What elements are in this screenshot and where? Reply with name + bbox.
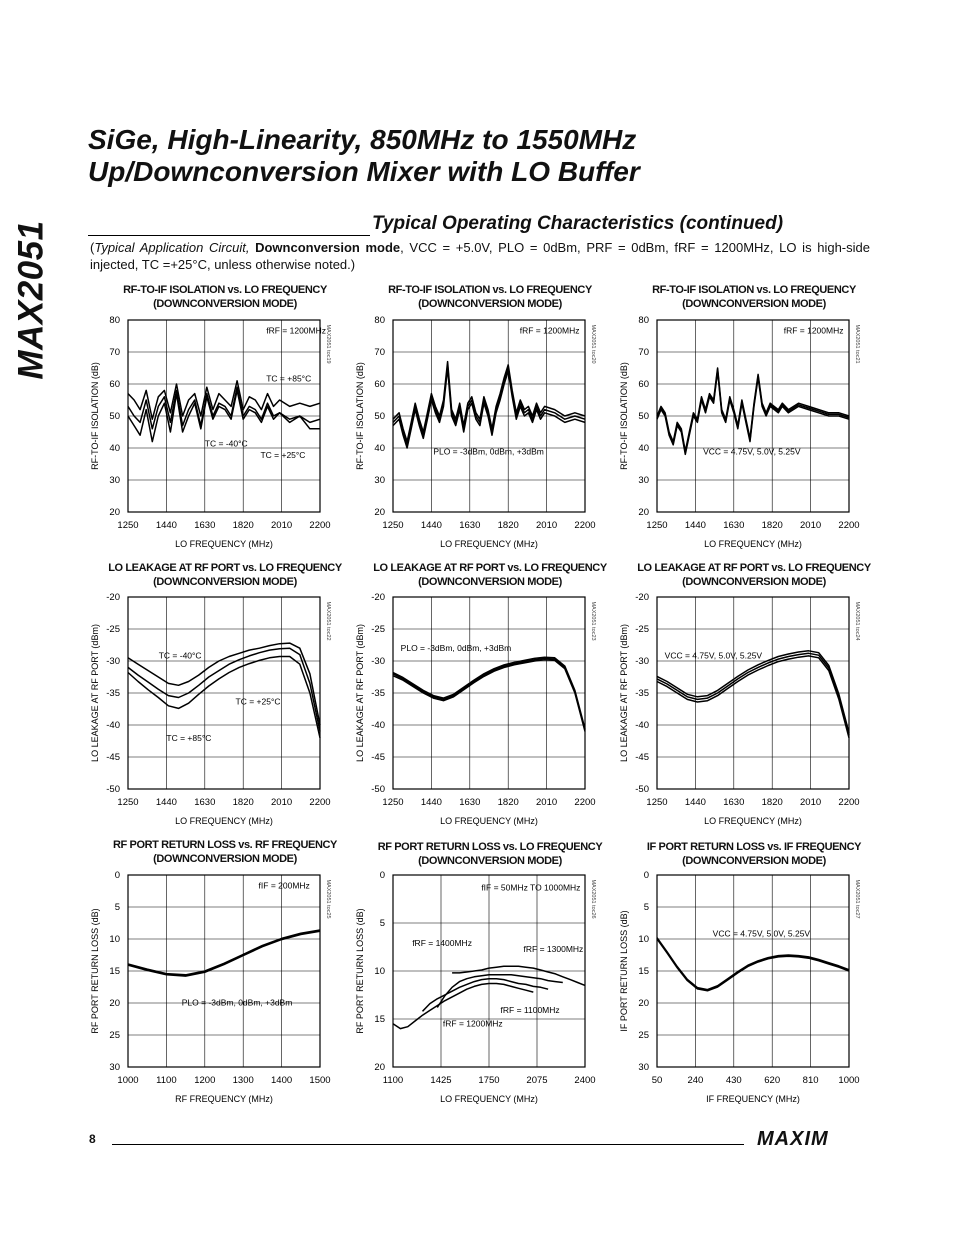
chart-6 bbox=[619, 589, 869, 829]
x-tick-label: 1250 bbox=[117, 797, 139, 808]
annotation-label: TC = +85°C bbox=[166, 733, 212, 743]
x-tick-label: 1820 bbox=[761, 797, 783, 808]
x-tick-label: 2010 bbox=[800, 520, 822, 531]
chart-8 bbox=[355, 867, 605, 1107]
y-tick-label: -40 bbox=[635, 720, 649, 731]
figure-code: MAX2051 toc24 bbox=[854, 601, 860, 641]
y-tick-label: 40 bbox=[374, 443, 385, 454]
y-tick-label: 20 bbox=[109, 507, 120, 518]
y-tick-label: -50 bbox=[635, 784, 649, 795]
annotation-label: fIF = 50MHz TO 1000MHz bbox=[481, 882, 581, 893]
y-tick-label: 50 bbox=[638, 411, 649, 422]
y-axis-label: LO LEAKAGE AT RF PORT (dBm) bbox=[90, 624, 100, 762]
figure-code: MAX2051 toc19 bbox=[325, 324, 331, 364]
figure-code: MAX2051 toc21 bbox=[854, 324, 860, 364]
y-tick-label: 20 bbox=[374, 1062, 385, 1073]
x-axis-label: LO FREQUENCY (MHz) bbox=[440, 816, 538, 826]
x-tick-label: 1820 bbox=[497, 520, 519, 531]
series-line bbox=[128, 648, 320, 731]
y-tick-label: 40 bbox=[638, 443, 649, 454]
x-tick-label: 1750 bbox=[478, 1075, 500, 1086]
y-tick-label: -25 bbox=[635, 624, 649, 635]
annotation-label: fRF = 1400MHz bbox=[412, 938, 472, 949]
y-tick-label: -35 bbox=[371, 688, 385, 699]
x-tick-label: 1100 bbox=[382, 1075, 404, 1086]
chart-1-title: RF-TO-IF ISOLATION vs. LO FREQUENCY (DOWNCONVERSION MODE) bbox=[123, 284, 327, 310]
x-axis-label: LO FREQUENCY (MHz) bbox=[704, 816, 802, 826]
chart-2-title: RF-TO-IF ISOLATION vs. LO FREQUENCY (DOWNCONVERSION MODE) bbox=[388, 284, 592, 310]
y-tick-label: 70 bbox=[109, 347, 120, 358]
conditions-text: (Typical Application Circuit, Downconversion mode, VCC = +5.0V, PLO = 0dBm, PRF = 0dBm, fRF = 1200MHz, LO is high-side injected, TC =+25°C, unless otherwise noted.) bbox=[90, 240, 870, 272]
chart-3-title: RF-TO-IF ISOLATION vs. LO FREQUENCY (DOWNCONVERSION MODE) bbox=[652, 284, 856, 310]
series-line bbox=[393, 362, 585, 442]
y-tick-label: 15 bbox=[109, 966, 120, 977]
x-tick-label: 1250 bbox=[646, 520, 668, 531]
y-tick-label: 20 bbox=[638, 998, 649, 1009]
x-tick-label: 2200 bbox=[838, 520, 860, 531]
y-tick-label: 0 bbox=[114, 870, 120, 881]
y-tick-label: 40 bbox=[109, 443, 120, 454]
x-tick-label: 1250 bbox=[646, 797, 668, 808]
y-tick-label: 20 bbox=[109, 998, 120, 1009]
series-line bbox=[128, 657, 320, 738]
y-tick-label: -45 bbox=[635, 752, 649, 763]
y-tick-label: 0 bbox=[643, 870, 649, 881]
x-axis-label: LO FREQUENCY (MHz) bbox=[704, 539, 802, 549]
y-tick-label: 25 bbox=[638, 1030, 649, 1041]
y-tick-label: 30 bbox=[109, 475, 120, 486]
y-tick-label: 10 bbox=[638, 934, 649, 945]
title-line-1: SiGe, High-Linearity, 850MHz to 1550MHz bbox=[88, 124, 637, 155]
x-tick-label: 1630 bbox=[459, 797, 481, 808]
annotation-label: fRF = 1200MHz bbox=[442, 1018, 503, 1029]
figure-code: MAX2051 toc22 bbox=[325, 601, 331, 641]
x-tick-label: 2010 bbox=[800, 797, 822, 808]
series-line bbox=[657, 653, 849, 735]
y-tick-label: -40 bbox=[371, 720, 385, 731]
x-tick-label: 2010 bbox=[271, 520, 293, 531]
x-tick-label: 1425 bbox=[430, 1075, 452, 1086]
y-tick-label: 10 bbox=[109, 934, 120, 945]
chart-9 bbox=[619, 867, 869, 1107]
y-tick-label: 80 bbox=[374, 315, 385, 326]
chart-2 bbox=[355, 312, 605, 547]
figure-code: MAX2051 toc26 bbox=[590, 879, 596, 919]
y-tick-label: 70 bbox=[638, 347, 649, 358]
figure-code: MAX2051 toc23 bbox=[590, 601, 596, 641]
y-axis-label: RF PORT RETURN LOSS (dB) bbox=[355, 908, 365, 1034]
annotation-label: fRF = 1200MHz bbox=[266, 325, 327, 336]
annotation-label: PLO = -3dBm, 0dBm, +3dBm bbox=[433, 446, 544, 457]
y-tick-label: 50 bbox=[374, 411, 385, 422]
y-tick-label: 15 bbox=[374, 1014, 385, 1025]
x-tick-label: 430 bbox=[725, 1075, 742, 1086]
x-tick-label: 2010 bbox=[271, 797, 293, 808]
x-axis-label: LO FREQUENCY (MHz) bbox=[440, 1094, 538, 1104]
chart-5 bbox=[355, 589, 605, 829]
x-axis-label: LO FREQUENCY (MHz) bbox=[175, 816, 273, 826]
y-tick-label: -50 bbox=[106, 784, 120, 795]
x-tick-label: 2010 bbox=[536, 797, 558, 808]
x-tick-label: 1100 bbox=[156, 1075, 177, 1086]
x-tick-label: 1250 bbox=[117, 520, 139, 531]
chart-5-title: LO LEAKAGE AT RF PORT vs. LO FREQUENCY (DOWNCONVERSION MODE) bbox=[373, 562, 607, 588]
x-tick-label: 2075 bbox=[526, 1075, 548, 1086]
maxim-logo: MAXIM bbox=[757, 1128, 829, 1150]
figure-code: MAX2051 toc25 bbox=[325, 879, 331, 919]
series-line bbox=[657, 368, 849, 451]
x-axis-label: LO FREQUENCY (MHz) bbox=[175, 539, 273, 549]
series-line bbox=[128, 931, 320, 976]
x-tick-label: 620 bbox=[764, 1075, 781, 1086]
y-axis-label: RF-TO-IF ISOLATION (dB) bbox=[355, 362, 365, 470]
series-line bbox=[657, 651, 849, 733]
x-axis-label: RF FREQUENCY (MHz) bbox=[175, 1094, 273, 1104]
y-tick-label: -35 bbox=[635, 688, 649, 699]
part-number-side-title: MAX2051 bbox=[11, 220, 51, 380]
x-tick-label: 1000 bbox=[117, 1075, 139, 1086]
x-tick-label: 1630 bbox=[723, 797, 745, 808]
y-tick-label: 15 bbox=[638, 966, 649, 977]
y-axis-label: IF PORT RETURN LOSS (dB) bbox=[619, 910, 629, 1032]
y-tick-label: -35 bbox=[106, 688, 120, 699]
annotation-label: TC = +25°C bbox=[235, 696, 281, 707]
y-tick-label: -25 bbox=[106, 624, 120, 635]
annotation-label: fRF = 1100MHz bbox=[500, 1005, 560, 1016]
y-tick-label: -30 bbox=[371, 656, 385, 667]
x-tick-label: 1820 bbox=[497, 797, 519, 808]
y-tick-label: -20 bbox=[635, 592, 649, 603]
x-tick-label: 1630 bbox=[459, 520, 481, 531]
y-tick-label: 60 bbox=[638, 379, 649, 390]
x-tick-label: 2200 bbox=[574, 797, 596, 808]
y-tick-label: 25 bbox=[109, 1030, 120, 1041]
x-tick-label: 1440 bbox=[420, 520, 442, 531]
series-line bbox=[393, 658, 585, 730]
x-tick-label: 2400 bbox=[574, 1075, 596, 1086]
x-tick-label: 1440 bbox=[155, 797, 177, 808]
y-tick-label: 30 bbox=[374, 475, 385, 486]
section-rule bbox=[88, 235, 370, 236]
y-tick-label: 60 bbox=[374, 379, 385, 390]
x-axis-label: IF FREQUENCY (MHz) bbox=[706, 1094, 800, 1104]
y-tick-label: 10 bbox=[374, 966, 385, 977]
y-tick-label: -30 bbox=[635, 656, 649, 667]
x-tick-label: 2010 bbox=[536, 520, 558, 531]
title-line-2: Up/Downconversion Mixer with LO Buffer bbox=[88, 156, 640, 187]
y-tick-label: -25 bbox=[371, 624, 385, 635]
annotation-label: TC = -40°C bbox=[158, 650, 202, 661]
x-tick-label: 240 bbox=[687, 1075, 704, 1086]
y-tick-label: 30 bbox=[109, 1062, 120, 1073]
x-tick-label: 2200 bbox=[574, 520, 596, 531]
x-tick-label: 1820 bbox=[232, 520, 254, 531]
y-axis-label: LO LEAKAGE AT RF PORT (dBm) bbox=[619, 624, 629, 762]
figure-code: MAX2051 toc27 bbox=[854, 879, 860, 919]
x-tick-label: 1200 bbox=[194, 1075, 216, 1086]
y-tick-label: -20 bbox=[371, 592, 385, 603]
x-tick-label: 1440 bbox=[155, 520, 177, 531]
conditions-circuit: Typical Application Circuit, bbox=[94, 240, 250, 255]
x-tick-label: 1000 bbox=[838, 1075, 860, 1086]
y-tick-label: 5 bbox=[114, 902, 120, 913]
x-tick-label: 1300 bbox=[232, 1075, 254, 1086]
annotation-label: VCC = 4.75V, 5.0V, 5.25V bbox=[703, 446, 801, 457]
chart-4-title: LO LEAKAGE AT RF PORT vs. LO FREQUENCY (DOWNCONVERSION MODE) bbox=[108, 562, 342, 588]
y-axis-label: RF PORT RETURN LOSS (dB) bbox=[90, 908, 100, 1034]
y-tick-label: 50 bbox=[109, 411, 120, 422]
annotation-label: TC = -40°C bbox=[204, 438, 248, 449]
x-tick-label: 1820 bbox=[761, 520, 783, 531]
conditions-mode: Downconversion mode bbox=[255, 240, 401, 255]
figure-code: MAX2051 toc20 bbox=[590, 324, 596, 364]
chart-6-title: LO LEAKAGE AT RF PORT vs. LO FREQUENCY (DOWNCONVERSION MODE) bbox=[637, 562, 871, 588]
page-title bbox=[88, 124, 888, 188]
chart-8-title: RF PORT RETURN LOSS vs. LO FREQUENCY (DOWNCONVERSION MODE) bbox=[377, 841, 603, 867]
x-tick-label: 1630 bbox=[723, 520, 745, 531]
y-tick-label: 80 bbox=[109, 315, 120, 326]
x-tick-label: 2200 bbox=[309, 797, 331, 808]
y-tick-label: 20 bbox=[638, 507, 649, 518]
x-tick-label: 1440 bbox=[420, 797, 442, 808]
annotation-label: fIF = 200MHz bbox=[258, 880, 310, 891]
series-line bbox=[393, 365, 585, 445]
x-tick-label: 50 bbox=[651, 1075, 663, 1086]
x-tick-label: 1440 bbox=[684, 797, 706, 808]
x-tick-label: 2200 bbox=[838, 797, 860, 808]
annotation-label: TC = +25°C bbox=[260, 450, 306, 461]
y-tick-label: 0 bbox=[379, 870, 385, 881]
x-tick-label: 1250 bbox=[382, 520, 404, 531]
annotation-label: TC = +85°C bbox=[266, 373, 312, 384]
chart-7 bbox=[90, 867, 340, 1107]
annotation-label: fRF = 1300MHz bbox=[523, 943, 584, 954]
y-tick-label: -45 bbox=[106, 752, 120, 763]
series-line bbox=[128, 643, 320, 725]
annotation-label: PLO = -3dBm, 0dBm, +3dBm bbox=[400, 642, 512, 653]
x-axis-label: LO FREQUENCY (MHz) bbox=[440, 539, 538, 549]
x-tick-label: 1630 bbox=[194, 797, 216, 808]
y-tick-label: 70 bbox=[374, 347, 385, 358]
page-number: 8 bbox=[89, 1132, 96, 1146]
annotation-label: PLO = -3dBm, 0dBm, +3dBm bbox=[181, 997, 293, 1008]
annotation-label: fRF = 1200MHz bbox=[783, 325, 844, 336]
x-tick-label: 1820 bbox=[232, 797, 254, 808]
annotation-label: fRF = 1200MHz bbox=[519, 325, 580, 336]
y-tick-label: 80 bbox=[638, 315, 649, 326]
footer-rule bbox=[112, 1144, 744, 1145]
y-tick-label: 20 bbox=[374, 507, 385, 518]
y-tick-label: -50 bbox=[371, 784, 385, 795]
y-axis-label: RF-TO-IF ISOLATION (dB) bbox=[90, 362, 100, 470]
y-tick-label: -20 bbox=[106, 592, 120, 603]
series-line bbox=[657, 939, 849, 991]
y-tick-label: 5 bbox=[643, 902, 649, 913]
chart-4 bbox=[90, 589, 340, 829]
annotation-label: VCC = 4.75V, 5.0V, 5.25V bbox=[664, 650, 763, 661]
y-tick-label: 5 bbox=[379, 918, 385, 929]
chart-1 bbox=[90, 312, 340, 547]
y-tick-label: -40 bbox=[106, 720, 120, 731]
y-tick-label: -45 bbox=[371, 752, 385, 763]
x-tick-label: 810 bbox=[802, 1075, 819, 1086]
x-tick-label: 1630 bbox=[194, 520, 216, 531]
y-tick-label: 60 bbox=[109, 379, 120, 390]
x-tick-label: 1400 bbox=[271, 1075, 293, 1086]
chart-7-title: RF PORT RETURN LOSS vs. RF FREQUENCY (DOWNCONVERSION MODE) bbox=[113, 839, 337, 865]
x-tick-label: 2200 bbox=[309, 520, 331, 531]
chart-3 bbox=[619, 312, 869, 547]
annotation-label: VCC = 4.75V, 5.0V, 5.25V bbox=[712, 928, 811, 939]
chart-9-title: IF PORT RETURN LOSS vs. IF FREQUENCY (DOWNCONVERSION MODE) bbox=[646, 841, 862, 867]
y-axis-label: RF-TO-IF ISOLATION (dB) bbox=[619, 362, 629, 470]
x-tick-label: 1500 bbox=[309, 1075, 331, 1086]
series-line bbox=[393, 368, 585, 448]
y-tick-label: 30 bbox=[638, 1062, 649, 1073]
y-tick-label: 30 bbox=[638, 475, 649, 486]
y-axis-label: LO LEAKAGE AT RF PORT (dBm) bbox=[355, 624, 365, 762]
x-tick-label: 1440 bbox=[684, 520, 706, 531]
x-tick-label: 1250 bbox=[382, 797, 404, 808]
y-tick-label: -30 bbox=[106, 656, 120, 667]
section-title: Typical Operating Characteristics (continued) bbox=[372, 213, 784, 234]
conditions-rest: , VCC = +5.0V, PLO = 0dBm, PRF = 0dBm, fRF = 1200MHz, LO is high-side injected, TC =+25°C, unless otherwise noted.) bbox=[90, 240, 870, 272]
